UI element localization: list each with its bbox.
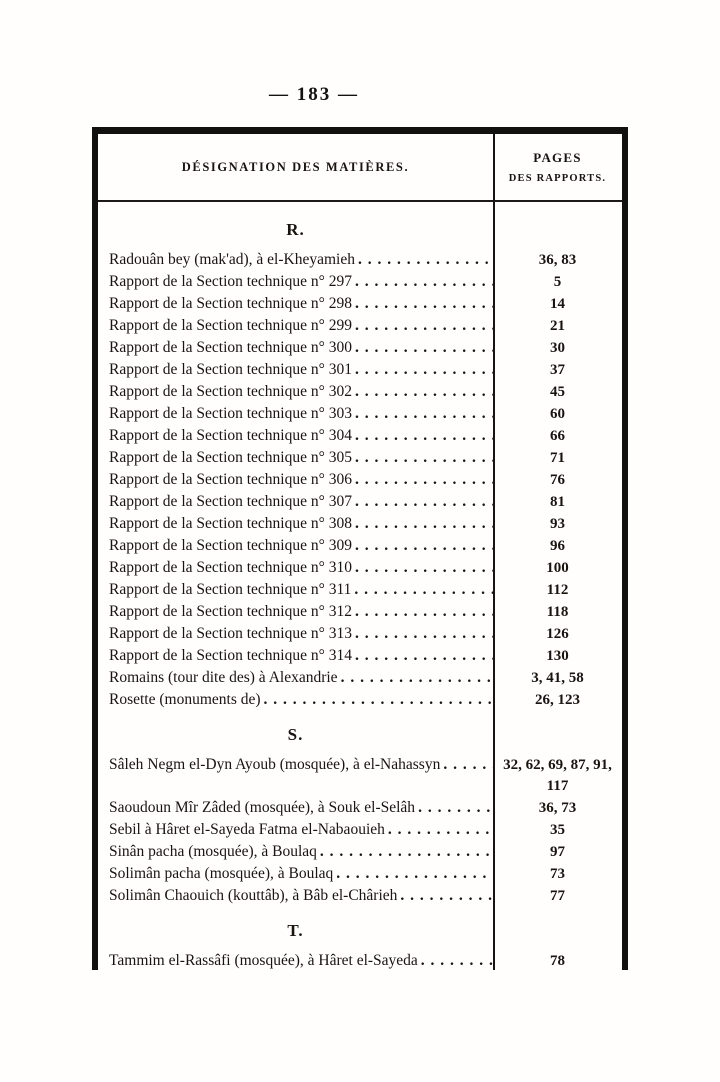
dot-leader <box>355 601 493 622</box>
entry-page-numbers: 97 <box>550 844 565 860</box>
index-row <box>98 885 622 907</box>
index-row <box>98 819 622 841</box>
entry-label: Rosette (monuments de) <box>109 691 261 708</box>
dot-leader <box>443 754 493 775</box>
entry-page-numbers: 37 <box>550 362 565 378</box>
dot-leader <box>355 425 493 446</box>
dot-leader <box>264 689 493 710</box>
index-row <box>98 645 622 667</box>
dot-leader <box>418 797 493 818</box>
section-letter-heading: T. <box>287 921 304 940</box>
dot-leader <box>355 381 493 402</box>
dot-leader <box>355 315 493 336</box>
dot-leader <box>388 819 493 840</box>
index-row <box>98 469 622 491</box>
entry-designation-cell <box>98 819 493 840</box>
entry-page-numbers: 118 <box>546 604 569 620</box>
entry-page-numbers: 73 <box>550 866 565 882</box>
entry-designation-cell <box>98 491 493 512</box>
entry-label: Solimân pacha (mosquée), à Boulaq <box>109 865 334 882</box>
entry-page-numbers: 71 <box>550 450 565 466</box>
entry-page-numbers: 5 <box>553 274 562 290</box>
entry-designation-cell <box>98 425 493 446</box>
dot-leader <box>421 950 493 971</box>
dot-leader <box>355 447 493 468</box>
entry-label: Rapport de la Section technique n° 299 <box>109 317 352 334</box>
column-header-designation: DÉSIGNATION DES MATIÈRES. <box>181 159 410 174</box>
index-row <box>98 797 622 819</box>
entry-label: Rapport de la Section technique n° 303 <box>109 405 352 422</box>
section-letter-heading: R. <box>286 220 305 239</box>
entry-page-numbers: 30 <box>550 340 565 356</box>
index-row <box>98 950 622 972</box>
index-row <box>98 359 622 381</box>
entry-designation-cell <box>98 447 493 468</box>
entry-designation-cell <box>98 315 493 336</box>
index-row <box>98 841 622 863</box>
dot-leader <box>355 557 493 578</box>
entry-label: Solimân Chaouich (kouttâb), à Bâb el-Chârieh <box>109 887 398 904</box>
entry-page-numbers: 126 <box>546 626 569 642</box>
entry-label: Rapport de la Section technique n° 308 <box>109 515 352 532</box>
dot-leader <box>358 249 493 270</box>
entry-label: Rapport de la Section technique n° 307 <box>109 493 352 510</box>
entry-page-numbers: 45 <box>550 384 565 400</box>
entry-label: Rapport de la Section technique n° 301 <box>109 361 352 378</box>
entry-designation-cell <box>98 754 493 775</box>
index-row <box>98 601 622 623</box>
entry-designation-cell <box>98 689 493 710</box>
entry-page-numbers: 26, 123 <box>535 692 580 708</box>
entry-label: Sâleh Negm el-Dyn Ayoub (mosquée), à el-Nahassyn <box>109 756 441 773</box>
entry-designation-cell <box>98 337 493 358</box>
dot-leader <box>355 645 493 666</box>
dot-leader <box>400 885 493 906</box>
dot-leader <box>355 337 493 358</box>
entry-designation-cell <box>98 293 493 314</box>
index-row <box>98 381 622 403</box>
index-row <box>98 447 622 469</box>
entry-label: Saoudoun Mîr Zâded (mosquée), à Souk el-Selâh <box>109 799 416 816</box>
entry-label: Rapport de la Section technique n° 306 <box>109 471 352 488</box>
entry-page-numbers: 36, 73 <box>538 800 577 816</box>
index-row <box>98 271 622 293</box>
entry-label: Rapport de la Section technique n° 313 <box>109 625 352 642</box>
index-row <box>98 293 622 315</box>
entry-page-numbers: 35 <box>550 822 565 838</box>
entry-designation-cell <box>98 863 493 884</box>
dot-leader <box>355 535 493 556</box>
index-row <box>98 513 622 535</box>
dot-leader <box>355 469 493 490</box>
index-row <box>98 689 622 711</box>
entry-page-numbers: 36, 83 <box>538 252 577 268</box>
dot-leader <box>355 491 493 512</box>
entry-label: Rapport de la Section technique n° 311 <box>109 581 352 598</box>
dot-leader <box>355 403 493 424</box>
entry-label: Rapport de la Section technique n° 300 <box>109 339 352 356</box>
entry-label: Rapport de la Section technique n° 305 <box>109 449 352 466</box>
entry-designation-cell <box>98 271 493 292</box>
index-row <box>98 754 622 797</box>
entry-label: Sinân pacha (mosquée), à Boulaq <box>109 843 317 860</box>
dot-leader <box>355 271 493 292</box>
entry-page-numbers: 76 <box>550 472 565 488</box>
dot-leader <box>355 359 493 380</box>
entry-designation-cell <box>98 645 493 666</box>
section-letter-heading: S. <box>287 725 304 744</box>
entry-label: Radouân bey (mak'ad), à el-Kheyamieh <box>109 251 355 268</box>
entry-designation-cell <box>98 797 493 818</box>
entry-label: Rapport de la Section technique n° 298 <box>109 295 352 312</box>
entry-designation-cell <box>98 601 493 622</box>
dot-leader <box>355 623 493 644</box>
entry-designation-cell <box>98 950 493 971</box>
column-header-pages <box>493 134 622 200</box>
entry-label: Sebil à Hâret el-Sayeda Fatma el-Nabaouieh <box>109 821 385 838</box>
index-row <box>98 249 622 271</box>
entry-label: Rapport de la Section technique n° 314 <box>109 647 352 664</box>
entry-label: Rapport de la Section technique n° 304 <box>109 427 352 444</box>
entry-page-numbers: 81 <box>550 494 565 510</box>
index-row <box>98 623 622 645</box>
dot-leader <box>355 513 493 534</box>
table-body <box>98 202 622 972</box>
entry-designation-cell <box>98 579 493 600</box>
entry-label: Rapport de la Section technique n° 297 <box>109 273 352 290</box>
entry-page-numbers: 77 <box>550 888 565 904</box>
entry-label: Rapport de la Section technique n° 302 <box>109 383 352 400</box>
entry-designation-cell <box>98 469 493 490</box>
entry-designation-cell <box>98 381 493 402</box>
index-row <box>98 315 622 337</box>
index-row <box>98 491 622 513</box>
entry-label: Rapport de la Section technique n° 312 <box>109 603 352 620</box>
entry-designation-cell <box>98 623 493 644</box>
index-row <box>98 337 622 359</box>
entry-page-numbers: 66 <box>550 428 565 444</box>
entry-page-numbers: 100 <box>546 560 569 576</box>
index-row <box>98 579 622 601</box>
index-table <box>92 127 628 970</box>
dot-leader <box>355 293 493 314</box>
entry-page-numbers: 130 <box>546 648 569 664</box>
entry-designation-cell <box>98 513 493 534</box>
entry-designation-cell <box>98 667 493 688</box>
entry-label: Rapport de la Section technique n° 309 <box>109 537 352 554</box>
entry-page-numbers: 32, 62, 69, 87, 91, 117 <box>503 757 612 794</box>
entry-page-numbers: 60 <box>550 406 565 422</box>
entry-page-numbers: 93 <box>550 516 565 532</box>
entry-page-numbers: 21 <box>550 318 565 334</box>
entry-page-numbers: 96 <box>550 538 565 554</box>
entry-page-numbers: 78 <box>550 953 565 969</box>
index-row <box>98 863 622 885</box>
entry-designation-cell <box>98 535 493 556</box>
entry-page-numbers: 14 <box>550 296 565 312</box>
entry-label: Romains (tour dite des) à Alexandrie <box>109 669 338 686</box>
dot-leader <box>336 863 493 884</box>
column-divider-rule <box>493 134 495 970</box>
table-header <box>98 134 622 202</box>
dot-leader <box>341 667 493 688</box>
entry-page-numbers: 112 <box>546 582 569 598</box>
entry-designation-cell <box>98 359 493 380</box>
entry-designation-cell <box>98 885 493 906</box>
index-row <box>98 403 622 425</box>
entry-designation-cell <box>98 249 493 270</box>
entry-page-numbers: 3, 41, 58 <box>531 670 584 686</box>
entry-label: Tammim el-Rassâfi (mosquée), à Hâret el-Sayeda <box>109 952 418 969</box>
column-header-pages-line1: PAGES <box>533 150 582 165</box>
entry-label: Rapport de la Section technique n° 310 <box>109 559 352 576</box>
entry-designation-cell <box>98 403 493 424</box>
page-number: — 183 — <box>269 84 359 105</box>
index-row <box>98 667 622 689</box>
index-row <box>98 425 622 447</box>
entry-designation-cell <box>98 841 493 862</box>
column-header-pages-line2: DES RAPPORTS. <box>508 173 607 184</box>
entry-designation-cell <box>98 557 493 578</box>
index-row <box>98 557 622 579</box>
index-row <box>98 535 622 557</box>
dot-leader <box>354 579 493 600</box>
dot-leader <box>320 841 493 862</box>
